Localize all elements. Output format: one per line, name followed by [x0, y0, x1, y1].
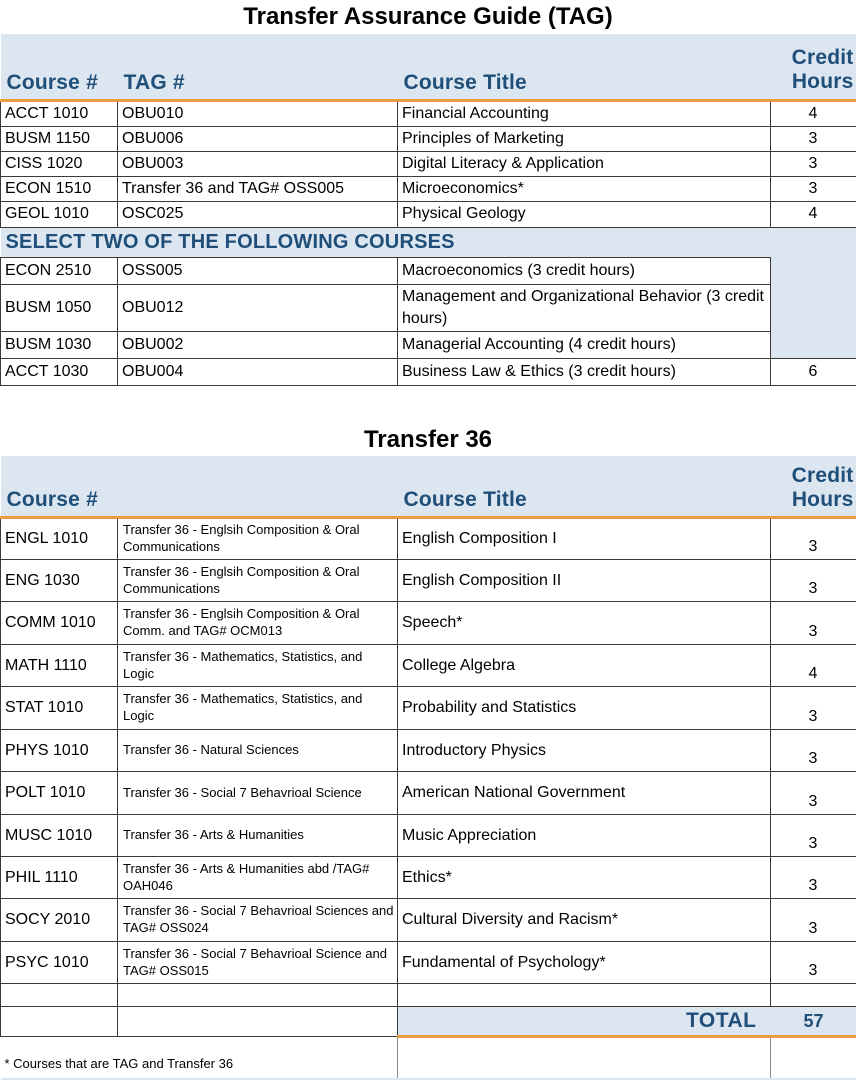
table-row — [1, 331, 856, 358]
merged-credit-area — [771, 227, 856, 358]
tag-cell: OBU004 — [118, 358, 398, 385]
title-cell: Management and Organizational Behavior (3 credit hours) — [398, 284, 771, 331]
table-row — [1, 151, 856, 176]
title-cell: Macroeconomics (3 credit hours) — [398, 257, 771, 284]
tag-header-title: Course Title — [398, 34, 771, 100]
title-cell: Probability and Statistics — [398, 687, 771, 730]
course-cell: ACCT 1030 — [1, 358, 118, 385]
course-cell: PHYS 1010 — [1, 730, 118, 772]
empty-cell — [771, 1037, 856, 1080]
tag-cell: OBU002 — [118, 331, 398, 358]
transfer36-header-empty — [118, 456, 398, 518]
course-cell: SOCY 2010 — [1, 899, 118, 942]
footnote-row — [1, 1037, 856, 1080]
transfer36-table — [0, 456, 856, 1080]
credit-cell: 4 — [771, 201, 856, 227]
empty-cell — [398, 984, 771, 1007]
empty-cell — [1, 1007, 118, 1037]
course-cell: BUSM 1050 — [1, 284, 118, 331]
course-cell: ECON 2510 — [1, 257, 118, 284]
table-row — [1, 687, 856, 730]
credit-cell: 6 — [771, 358, 856, 385]
course-cell: ENGL 1010 — [1, 518, 118, 560]
category-cell: Transfer 36 - Arts & Humanities — [118, 815, 398, 857]
table-row — [1, 257, 856, 284]
category-cell: Transfer 36 - Englsih Composition & Oral Communications — [118, 518, 398, 560]
credit-cell: 3 — [771, 772, 856, 815]
table-row — [1, 358, 856, 385]
title-cell: American National Government — [398, 772, 771, 815]
course-cell: ECON 1510 — [1, 176, 118, 201]
category-cell: Transfer 36 - Social 7 Behavrioal Science and TAG# OSS015 — [118, 942, 398, 984]
empty-cell — [118, 984, 398, 1007]
credit-cell: 3 — [771, 730, 856, 772]
category-cell: Transfer 36 - Social 7 Behavrioal Sciences and TAG# OSS024 — [118, 899, 398, 942]
tag-cell: OBU006 — [118, 126, 398, 151]
category-cell: Transfer 36 - Mathematics, Statistics, and Logic — [118, 645, 398, 687]
credit-cell: 3 — [771, 687, 856, 730]
course-cell: PHIL 1110 — [1, 857, 118, 899]
table-row — [1, 645, 856, 687]
title-cell: Physical Geology — [398, 201, 771, 227]
title-cell: Business Law & Ethics (3 credit hours) — [398, 358, 771, 385]
total-row — [1, 1007, 856, 1037]
empty-cell — [1, 984, 118, 1007]
empty-cell — [398, 1037, 771, 1080]
credit-cell: 3 — [771, 942, 856, 984]
select-two-banner-row — [1, 227, 856, 257]
table-row — [1, 284, 856, 331]
table-row — [1, 857, 856, 899]
tag-header-credit: Credit Hours — [771, 34, 856, 100]
title-cell: Fundamental of Psychology* — [398, 942, 771, 984]
title-cell: English Composition I — [398, 518, 771, 560]
transfer36-table-title: Transfer 36 — [363, 425, 493, 453]
title-cell: College Algebra — [398, 645, 771, 687]
credit-cell: 3 — [771, 815, 856, 857]
title-cell: Digital Literacy & Application — [398, 151, 771, 176]
table-row — [1, 730, 856, 772]
title-cell: Introductory Physics — [398, 730, 771, 772]
course-cell: BUSM 1030 — [1, 331, 118, 358]
credit-cell: 3 — [771, 857, 856, 899]
category-cell: Transfer 36 - Englsih Composition & Oral Communications — [118, 560, 398, 602]
empty-row — [1, 984, 856, 1007]
tag-cell: OBU003 — [118, 151, 398, 176]
select-two-heading: SELECT TWO OF THE FOLLOWING COURSES — [1, 227, 771, 257]
course-cell: ACCT 1010 — [1, 100, 118, 126]
title-cell: Microeconomics* — [398, 176, 771, 201]
course-cell: MUSC 1010 — [1, 815, 118, 857]
table-row — [1, 815, 856, 857]
tag-header-tag: TAG # — [118, 34, 398, 100]
transfer36-header-course: Course # — [1, 456, 118, 518]
tag-table-title: Transfer Assurance Guide (TAG) — [243, 3, 613, 30]
category-cell: Transfer 36 - Arts & Humanities abd /TAG# OAH046 — [118, 857, 398, 899]
table-row — [1, 899, 856, 942]
table-row — [1, 100, 856, 126]
credit-cell: 4 — [771, 100, 856, 126]
category-cell: Transfer 36 - Social 7 Behavrioal Science — [118, 772, 398, 815]
category-cell: Transfer 36 - Natural Sciences — [118, 730, 398, 772]
section-spacer — [0, 386, 856, 421]
credit-cell: 3 — [771, 899, 856, 942]
table-row — [1, 518, 856, 560]
title-cell: Cultural Diversity and Racism* — [398, 899, 771, 942]
credit-cell: 3 — [771, 151, 856, 176]
empty-cell — [118, 1007, 398, 1037]
tag-cell: OBU010 — [118, 100, 398, 126]
table-row — [1, 560, 856, 602]
course-cell: STAT 1010 — [1, 687, 118, 730]
transfer36-header-row — [1, 456, 856, 518]
course-cell: MATH 1110 — [1, 645, 118, 687]
transfer36-header-title: Course Title — [398, 456, 771, 518]
course-cell: CISS 1020 — [1, 151, 118, 176]
transfer36-header-credit: Credit Hours — [771, 456, 856, 518]
table-row — [1, 176, 856, 201]
category-cell: Transfer 36 - Mathematics, Statistics, and Logic — [118, 687, 398, 730]
credit-cell: 3 — [771, 518, 856, 560]
course-cell: POLT 1010 — [1, 772, 118, 815]
total-value: 57 — [771, 1007, 856, 1037]
tag-cell: OBU012 — [118, 284, 398, 331]
category-cell: Transfer 36 - Englsih Composition & Oral Comm. and TAG# OCM013 — [118, 602, 398, 645]
title-cell: Speech* — [398, 602, 771, 645]
course-cell: ENG 1030 — [1, 560, 118, 602]
table-row — [1, 772, 856, 815]
table-row — [1, 602, 856, 645]
course-cell: BUSM 1150 — [1, 126, 118, 151]
table-row — [1, 942, 856, 984]
tag-header-row — [1, 34, 856, 100]
title-cell: Financial Accounting — [398, 100, 771, 126]
total-label: TOTAL — [398, 1007, 771, 1037]
title-cell: Ethics* — [398, 857, 771, 899]
credit-cell: 3 — [771, 176, 856, 201]
table-row — [1, 126, 856, 151]
tag-table — [0, 34, 856, 386]
tag-header-course: Course # — [1, 34, 118, 100]
tag-cell: OSC025 — [118, 201, 398, 227]
title-cell: Principles of Marketing — [398, 126, 771, 151]
credit-cell: 3 — [771, 602, 856, 645]
tag-cell: OSS005 — [118, 257, 398, 284]
credit-cell: 3 — [771, 126, 856, 151]
credit-cell: 4 — [771, 645, 856, 687]
course-cell: PSYC 1010 — [1, 942, 118, 984]
title-cell: Music Appreciation — [398, 815, 771, 857]
course-cell: COMM 1010 — [1, 602, 118, 645]
credit-cell: 3 — [771, 560, 856, 602]
footnote-text: * Courses that are TAG and Transfer 36 — [1, 1037, 398, 1080]
table-row — [1, 201, 856, 227]
tag-cell: Transfer 36 and TAG# OSS005 — [118, 176, 398, 201]
title-cell: English Composition II — [398, 560, 771, 602]
course-cell: GEOL 1010 — [1, 201, 118, 227]
title-cell: Managerial Accounting (4 credit hours) — [398, 331, 771, 358]
empty-cell — [771, 984, 856, 1007]
